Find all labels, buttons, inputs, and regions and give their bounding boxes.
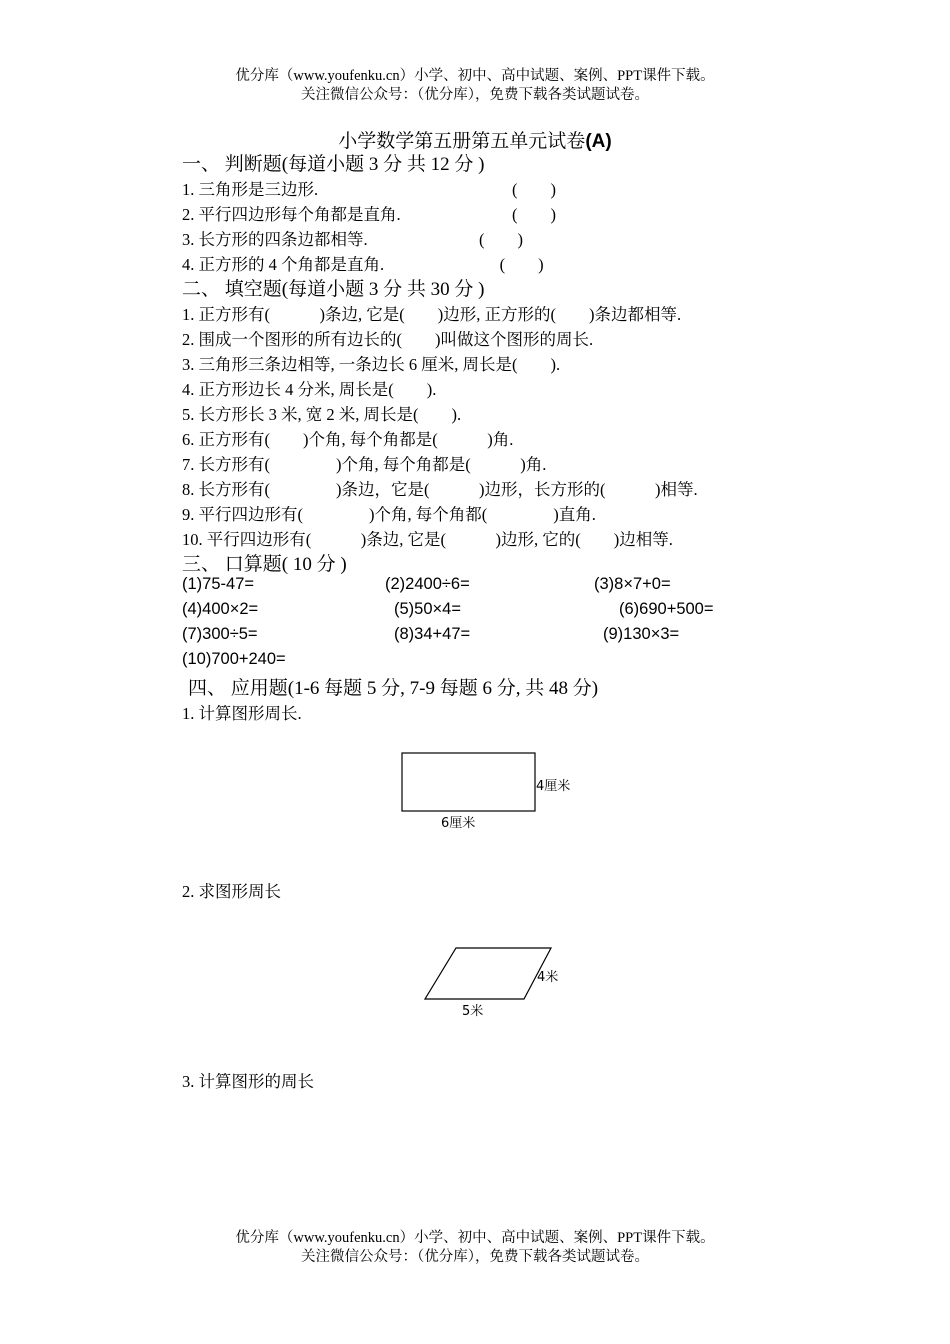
question-2-text: 2. 求图形周长 <box>182 882 281 901</box>
true-false-item: 3. 长方形的四条边都相等. ( ) <box>182 230 523 249</box>
fill-blank-item: 3. 三角形三条边相等, 一条边长 6 厘米, 周长是( ). <box>182 355 561 374</box>
mental-math-item: (10)700+240= <box>182 650 286 668</box>
section-1-heading: 一、 判断题(每道小题 3 分 共 12 分 ) <box>182 154 485 175</box>
mental-math-item: (9)130×3= <box>603 625 680 643</box>
section-4-heading: 四、 应用题(1-6 每题 5 分, 7-9 每题 6 分, 共 48 分) <box>188 678 599 699</box>
mental-math-item: (4)400×2= <box>182 600 259 618</box>
page-header-line-1: 优分库（www.youfenku.cn）小学、初中、高中试题、案例、PPT课件下载。 <box>235 68 715 84</box>
parallelogram-shape <box>425 948 551 999</box>
fill-blank-item: 5. 长方形长 3 米, 宽 2 米, 周长是( ). <box>182 405 462 424</box>
mental-math-item: (3)8×7+0= <box>594 575 671 593</box>
fill-blank-item: 4. 正方形边长 4 分米, 周长是( ). <box>182 380 437 399</box>
parallelogram-figure <box>415 940 595 1025</box>
page-header-line-2: 关注微信公众号：（优分库），免费下载各类试题试卷。 <box>301 87 649 103</box>
rectangle-side-label: 4厘米 <box>536 779 571 794</box>
mental-math-item: (8)34+47= <box>394 625 471 643</box>
mental-math-item: (7)300÷5= <box>182 625 258 643</box>
page-footer-line-1: 优分库（www.youfenku.cn）小学、初中、高中试题、案例、PPT课件下载。 <box>235 1230 715 1246</box>
parallelogram-bottom-label: 5米 <box>462 1004 484 1019</box>
fill-blank-item: 9. 平行四边形有( )个角, 每个角都( )直角. <box>182 505 596 524</box>
fill-blank-item: 2. 围成一个图形的所有边长的( )叫做这个图形的周长. <box>182 330 594 349</box>
question-1-text: 1. 计算图形周长. <box>182 704 302 723</box>
question-3-text: 3. 计算图形的周长 <box>182 1072 314 1091</box>
mental-math-item: (1)75-47= <box>182 575 255 593</box>
rectangle-shape <box>402 753 535 811</box>
fill-blank-item: 7. 长方形有( )个角, 每个角都是( )角. <box>182 455 547 474</box>
fill-blank-item: 8. 长方形有( )条边，它是( )边形，长方形的( )相等. <box>182 480 698 499</box>
page-footer-line-2: 关注微信公众号：（优分库），免费下载各类试题试卷。 <box>301 1249 649 1265</box>
mental-math-item: (5)50×4= <box>394 600 461 618</box>
rectangle-bottom-label: 6厘米 <box>441 816 476 831</box>
true-false-item: 2. 平行四边形每个角都是直角. ( ) <box>182 205 556 224</box>
rectangle-figure <box>395 745 585 835</box>
fill-blank-item: 10. 平行四边形有( )条边, 它是( )边形, 它的( )边相等. <box>182 530 673 549</box>
fill-blank-item: 6. 正方形有( )个角, 每个角都是( )角. <box>182 430 514 449</box>
mental-math-item: (2)2400÷6= <box>385 575 470 593</box>
section-2-heading: 二、 填空题(每道小题 3 分 共 30 分 ) <box>182 279 485 300</box>
parallelogram-side-label: 4米 <box>537 970 559 985</box>
section-3-heading: 三、 口算题( 10 分 ) <box>182 554 347 575</box>
fill-blank-item: 1. 正方形有( )条边, 它是( )边形, 正方形的( )条边都相等. <box>182 305 682 324</box>
true-false-item: 4. 正方形的 4 个角都是直角. ( ) <box>182 255 544 274</box>
true-false-item: 1. 三角形是三边形. ( ) <box>182 180 556 199</box>
title-text: 小学数学第五册第五单元试卷 <box>338 131 586 152</box>
mental-math-item: (6)690+500= <box>619 600 714 618</box>
title-suffix: (A) <box>585 131 612 152</box>
